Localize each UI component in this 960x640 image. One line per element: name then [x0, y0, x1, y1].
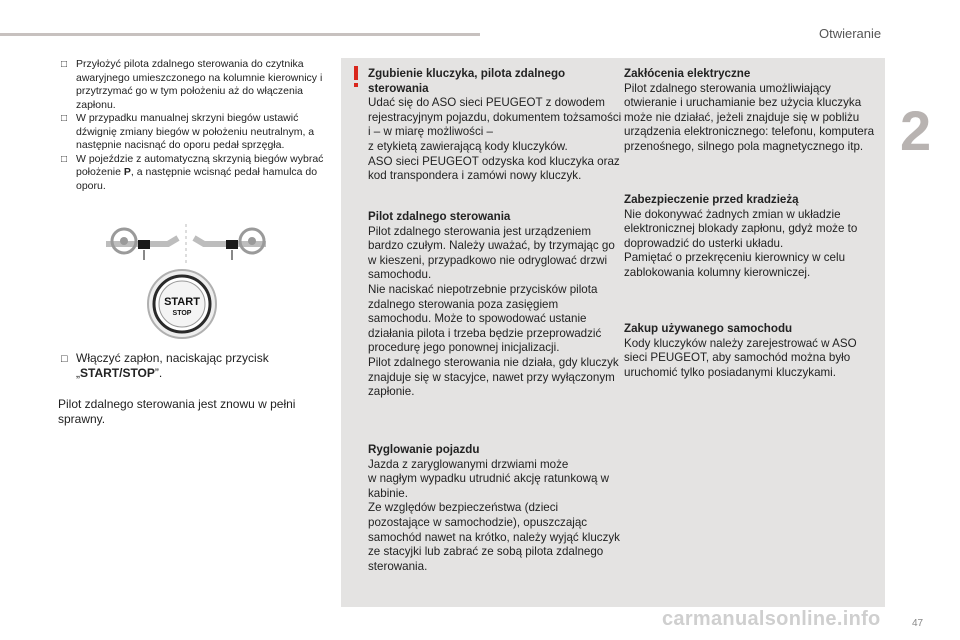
steering-wheel-left-icon — [106, 229, 178, 260]
steering-wheel-reader-illustration — [106, 224, 276, 266]
stop-label: STOP — [172, 310, 192, 317]
gear-position-p: P — [123, 166, 131, 178]
interference-title: Zakłócenia elektryczne — [624, 67, 751, 80]
step-text: ”. — [154, 366, 163, 380]
used-car-text: Kody kluczyków należy zarejestrować w ASO sieci PEUGEOT, aby samochód można było uruchomić tylko posiadanymi kluczykami. — [624, 336, 857, 379]
header-rule — [0, 33, 480, 36]
locking-section — [368, 443, 622, 574]
checkbox-bullet-icon: □ — [61, 353, 68, 365]
procedure-step — [58, 58, 328, 112]
page-number: 47 — [912, 618, 924, 629]
theft-title: Zabezpieczenie przed kradzieżą — [624, 193, 799, 206]
lost-key-text: Udać się do ASO sieci PEUGEOT z dowodem rejestracyjnym pojazdu, dokumentem tożsamości i – w miarę możliwości – z etykietą zawierającą kody kluczyków. ASO sieci PEUGEOT odzyska kod kluczyka oraz kod transpondera i zamówi nowy kluczyk. — [368, 96, 622, 183]
step-text: , a następnie wcisnąć pedał hamulca do oporu. — [76, 166, 318, 192]
step-text: W pojeździe z automatyczną skrzynią biegów wybrać położenie — [76, 152, 324, 178]
step-text: W przypadku manualnej skrzyni biegów ustawić dźwignię zmiany biegów w położeniu neutralnym, a następnie nacisnąć do oporu pedał sprzęgła. — [76, 112, 315, 151]
step-text: Przyłożyć pilota zdalnego sterowania do czytnika awaryjnego umieszczonego na kolumnie kierownicy i przytrzymać go w tym położeniu aż do włączenia zapłonu. — [76, 58, 323, 111]
procedure-step — [58, 351, 328, 381]
procedure-steps — [58, 58, 328, 193]
theft-section — [624, 193, 878, 281]
step-text: Włączyć zapłon, naciskając przycisk „ — [76, 351, 269, 380]
section-title: Otwieranie — [819, 26, 882, 41]
start-stop-label: START/STOP — [80, 366, 155, 380]
start-label: START — [164, 296, 200, 308]
used-car-title: Zakup używanego samochodu — [624, 322, 793, 335]
remote-section — [368, 210, 622, 400]
checkbox-bullet-icon: □ — [61, 153, 68, 165]
remote-text: Pilot zdalnego sterowania jest urządzeniem bardzo czułym. Należy uważać, by trzymając go w kieszeni, przypadkowo nie odryglować drzwi samochodu. Nie naciskać niepotrzebnie przycisków pilota zdalnego sterowania poza zasięgiem samochodu. Może to spowodować ustanie działania pilota i trzeba będzie przeprowadzić procedurę jego ponownej inicjalizacji. Pilot zdalnego sterowania nie działa, gdy kluczyk znajduje się w stacyjce, nawet przy wyłączonym zapłonie. — [368, 224, 619, 399]
start-stop-button-illustration — [146, 268, 218, 340]
interference-text: Pilot zdalnego sterowania umożliwiający otwieranie i uruchamianie bez użycia kluczyka może nie działać, jeżeli znajduje się w pobliżu urządzenia elektronicznego: telefonu, komputera przenośnego, silnego pola magnetycznego itp. — [624, 81, 875, 153]
theft-text: Nie dokonywać żadnych zmian w układzie elektronicznej blokady zapłonu, gdyż może to doprowadzić do usterki układu. Pamiętać o przekręceniu kierownicy w celu zablokowania kolumny kierowniczej. — [624, 207, 858, 279]
remote-functional-note: Pilot zdalnego sterowania jest znowu w pełni sprawny. — [58, 397, 296, 426]
checkbox-bullet-icon: □ — [61, 113, 68, 124]
locking-title: Ryglowanie pojazdu — [368, 443, 480, 456]
ignition-step — [58, 351, 328, 381]
lost-key-title: Zgubienie kluczyka, pilota zdalnego sterowania — [368, 67, 566, 95]
watermark: carmanualsonline.info — [662, 608, 881, 630]
remote-title: Pilot zdalnego sterowania — [368, 210, 511, 223]
procedure-step — [58, 153, 328, 194]
chapter-number: 2 — [900, 99, 932, 162]
checkbox-bullet-icon: □ — [61, 59, 68, 70]
locking-text: Jazda z zaryglowanymi drzwiami może w nagłym wypadku utrudnić akcję ratunkową w kabinie. Ze względów bezpieczeństwa (dzieci pozostające w samochodzie), opuszczając samochód nawet na krótko, należy wyjąć kluczyk ze stacyjki lub zabrać ze sobą pilota zdalnego sterowania. — [368, 457, 620, 573]
warning-exclamation-icon — [351, 66, 361, 88]
used-car-section — [624, 322, 878, 380]
steering-wheel-right-icon — [194, 229, 266, 260]
interference-section — [624, 67, 878, 155]
procedure-step — [58, 112, 328, 153]
lost-key-section — [368, 67, 622, 184]
